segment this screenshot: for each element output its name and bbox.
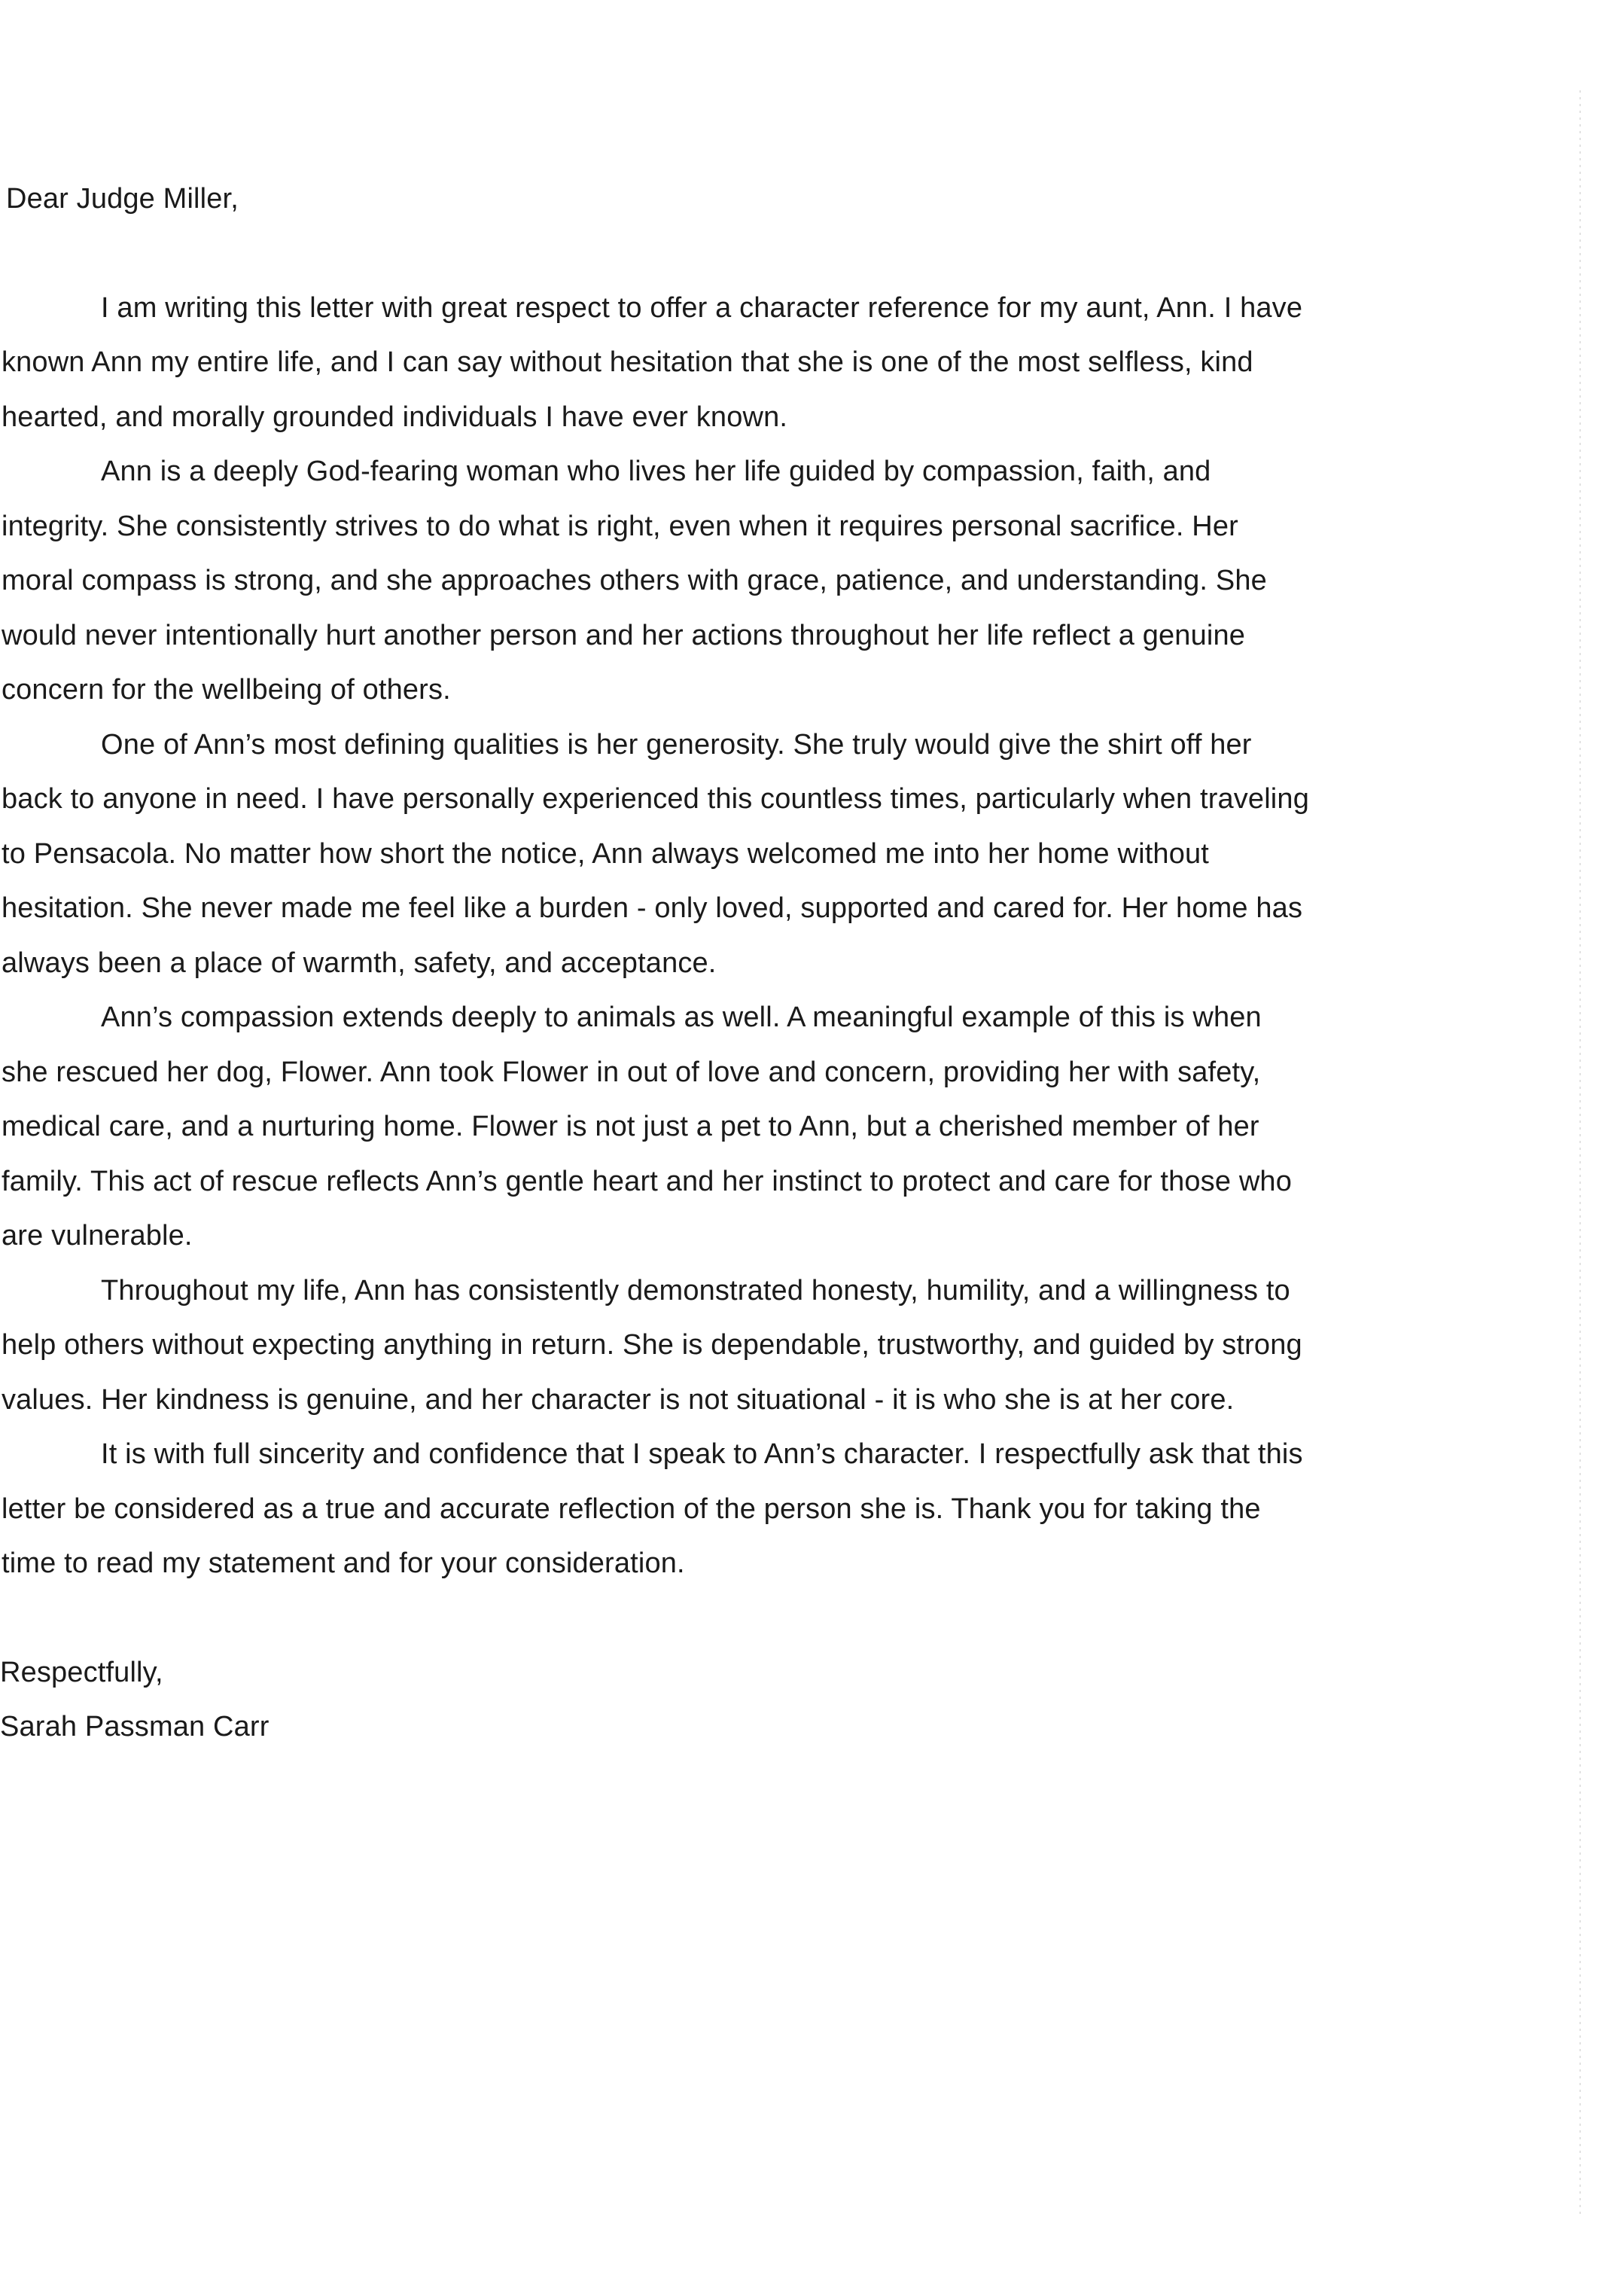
signature-name: Sarah Passman Carr: [0, 1711, 270, 1743]
paragraph-intro: I am writing this letter with great respect to offer a character reference for my aunt, Ann. I have known Ann my entire life, and I can say without hesitation that she is one of the most selfless, kind hearted, and morally grounded individuals I have ever known.: [2, 291, 1303, 433]
letter-paragraphs: [0, 281, 1310, 1591]
closing-block: [0, 1645, 1310, 1755]
letter-body: [0, 172, 1310, 1755]
paragraph-compassion-animals: Ann’s compassion extends deeply to animals as well. A meaningful example of this is when she rescued her dog, Flower. Ann took Flower in out of love and concern, providing her with safety, medical care, and a nurturing home. Flower is not just a pet to Ann, but a cherished member of her family. This act of rescue reflects Ann’s gentle heart and her instinct to protect and care for those who are vulnerable.: [2, 1002, 1292, 1252]
paragraph-generosity: One of Ann’s most defining qualities is her generosity. She truly would give the shirt off her back to anyone in need. I have personally experienced this countless times, particularly when traveling to Pensacola. No matter how short the notice, Ann always welcomed me into her home without hesitation. She never made me feel like a burden - only loved, supported and cared for. Her home has always been a place of warmth, safety, and acceptance.: [2, 728, 1309, 979]
salutation: Dear Judge Miller,: [6, 183, 239, 215]
closing: Respectfully,: [0, 1656, 163, 1688]
paragraph-conclusion: It is with full sincerity and confidence that I speak to Ann’s character. I respectfully ask that this letter be considered as a true and accurate reflection of the person she is. Thank you for taking the time to read my statement and for your consideration.: [2, 1438, 1303, 1579]
paragraph-honesty-humility: Throughout my life, Ann has consistently demonstrated honesty, humility, and a willingness to help others without expecting anything in return. She is dependable, trustworthy, and guided by strong values. Her kindness is genuine, and her character is not situational - it is who she is at her core.: [2, 1274, 1302, 1416]
scan-edge-artifact: [1579, 90, 1581, 2214]
paragraph-faith-integrity: Ann is a deeply God-fearing woman who lives her life guided by compassion, faith, and integrity. She consistently strives to do what is right, even when it requires personal sacrifice. Her moral compass is strong, and she approaches others with grace, patience, and understanding. She would never intentionally hurt another person and her actions throughout her life reflect a genuine concern for the wellbeing of others.: [2, 456, 1267, 706]
